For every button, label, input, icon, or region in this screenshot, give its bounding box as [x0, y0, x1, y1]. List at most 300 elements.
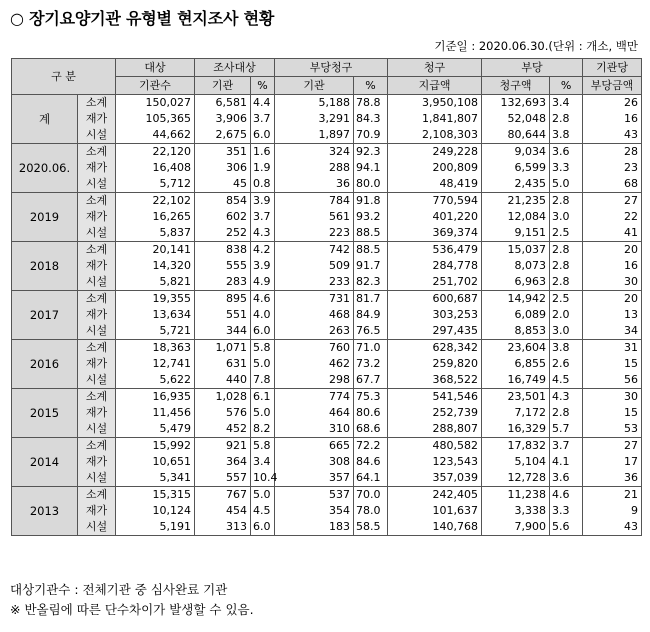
cell-unfair: 464: [275, 405, 354, 421]
row-type-label: 재가: [78, 405, 116, 421]
cell-surveyed-pct: 8.2: [251, 421, 275, 438]
header-claim-2: 지급액: [388, 77, 482, 95]
cell-surveyed: 283: [195, 274, 251, 291]
row-group-label: 2013: [12, 487, 78, 536]
cell-unfair-pct: 91.7: [354, 258, 388, 274]
cell-claim: 297,435: [388, 323, 482, 340]
cell-surveyed-pct: 10.4: [251, 470, 275, 487]
header-unfair-1: 부당청구: [275, 59, 388, 77]
cell-unfair-pct: 76.5: [354, 323, 388, 340]
cell-per-inst: 16: [583, 258, 642, 274]
cell-surveyed-pct: 5.0: [251, 356, 275, 372]
cell-unfair-amt: 9,034: [482, 144, 550, 161]
cell-per-inst: 17: [583, 454, 642, 470]
cell-per-inst: 53: [583, 421, 642, 438]
cell-surveyed: 313: [195, 519, 251, 536]
cell-unfair-pct: 67.7: [354, 372, 388, 389]
cell-surveyed-pct: 4.3: [251, 225, 275, 242]
cell-surveyed: 344: [195, 323, 251, 340]
cell-per-inst: 27: [583, 438, 642, 455]
header-surveyed-2: 기관: [195, 77, 251, 95]
table-row: [12, 372, 642, 389]
header-per-inst-2: 부당금액: [583, 77, 642, 95]
row-type-label: 재가: [78, 209, 116, 225]
cell-unfair-amt: 23,604: [482, 340, 550, 357]
header-target-1: 대상: [116, 59, 195, 77]
cell-unfair-pct: 78.0: [354, 503, 388, 519]
cell-per-inst: 15: [583, 356, 642, 372]
cell-surveyed: 3,906: [195, 111, 251, 127]
cell-unfair: 5,188: [275, 95, 354, 112]
cell-claim: 284,778: [388, 258, 482, 274]
unit-basis: 기준일 : 2020.06.30.(단위 : 개소, 백만: [434, 39, 638, 53]
cell-unfair-amt: 6,855: [482, 356, 550, 372]
cell-claim: 101,637: [388, 503, 482, 519]
cell-claim: 200,809: [388, 160, 482, 176]
table-body: [12, 95, 642, 536]
cell-surveyed: 452: [195, 421, 251, 438]
cell-claim: 2,108,303: [388, 127, 482, 144]
row-type-label: 소계: [78, 242, 116, 259]
page-title: ○ 장기요양기관 유형별 현지조사 현황: [10, 9, 275, 28]
table-row: [12, 503, 642, 519]
cell-surveyed: 767: [195, 487, 251, 504]
cell-unfair-amt-pct: 4.3: [550, 389, 583, 406]
table-row: [12, 470, 642, 487]
cell-unfair-amt-pct: 5.0: [550, 176, 583, 193]
cell-unfair-amt-pct: 5.7: [550, 421, 583, 438]
cell-per-inst: 27: [583, 193, 642, 210]
cell-unfair-amt: 132,693: [482, 95, 550, 112]
cell-surveyed: 555: [195, 258, 251, 274]
table-row: [12, 405, 642, 421]
cell-per-inst: 43: [583, 519, 642, 536]
cell-unfair-pct: 80.0: [354, 176, 388, 193]
cell-target: 13,634: [116, 307, 195, 323]
row-type-label: 소계: [78, 340, 116, 357]
row-type-label: 소계: [78, 144, 116, 161]
cell-surveyed: 2,675: [195, 127, 251, 144]
row-type-label: 시설: [78, 176, 116, 193]
table-row: [12, 95, 642, 112]
table-row: [12, 144, 642, 161]
cell-surveyed: 306: [195, 160, 251, 176]
cell-unfair: 742: [275, 242, 354, 259]
cell-claim: 357,039: [388, 470, 482, 487]
cell-target: 105,365: [116, 111, 195, 127]
cell-unfair-amt-pct: 2.8: [550, 405, 583, 421]
cell-unfair-pct: 80.6: [354, 405, 388, 421]
row-type-label: 시설: [78, 421, 116, 438]
cell-target: 16,265: [116, 209, 195, 225]
cell-surveyed-pct: 3.9: [251, 193, 275, 210]
cell-target: 5,191: [116, 519, 195, 536]
cell-claim: 252,739: [388, 405, 482, 421]
cell-claim: 288,807: [388, 421, 482, 438]
cell-unfair-amt-pct: 3.3: [550, 503, 583, 519]
row-group-label: 2014: [12, 438, 78, 487]
cell-unfair: 509: [275, 258, 354, 274]
cell-per-inst: 13: [583, 307, 642, 323]
row-type-label: 재가: [78, 307, 116, 323]
cell-unfair-amt: 6,963: [482, 274, 550, 291]
cell-unfair-amt: 11,238: [482, 487, 550, 504]
cell-unfair-pct: 88.5: [354, 225, 388, 242]
cell-surveyed-pct: 1.6: [251, 144, 275, 161]
survey-table: [11, 58, 642, 536]
cell-unfair-amt: 17,832: [482, 438, 550, 455]
cell-target: 5,721: [116, 323, 195, 340]
cell-claim: 251,702: [388, 274, 482, 291]
cell-target: 18,363: [116, 340, 195, 357]
cell-unfair-amt: 21,235: [482, 193, 550, 210]
cell-unfair-pct: 71.0: [354, 340, 388, 357]
cell-unfair: 3,291: [275, 111, 354, 127]
footnote-target: 대상기관수 : 전체기관 중 심사완료 기관: [10, 582, 228, 597]
row-group-label: 2019: [12, 193, 78, 242]
header-unfair-amt-2: 청구액: [482, 77, 550, 95]
cell-unfair-pct: 75.3: [354, 389, 388, 406]
table-row: [12, 340, 642, 357]
cell-unfair-amt-pct: 3.6: [550, 470, 583, 487]
cell-surveyed-pct: 5.0: [251, 405, 275, 421]
cell-claim: 123,543: [388, 454, 482, 470]
header-surveyed-pct: %: [251, 77, 275, 95]
table-row: [12, 176, 642, 193]
cell-unfair-amt-pct: 3.0: [550, 323, 583, 340]
cell-unfair-amt-pct: 3.7: [550, 438, 583, 455]
cell-unfair-pct: 64.1: [354, 470, 388, 487]
cell-surveyed-pct: 7.8: [251, 372, 275, 389]
cell-surveyed-pct: 6.1: [251, 389, 275, 406]
header-unfair-2: 기관: [275, 77, 354, 95]
cell-claim: 249,228: [388, 144, 482, 161]
cell-per-inst: 30: [583, 274, 642, 291]
cell-claim: 242,405: [388, 487, 482, 504]
cell-surveyed-pct: 0.8: [251, 176, 275, 193]
cell-claim: 770,594: [388, 193, 482, 210]
cell-unfair-amt-pct: 3.0: [550, 209, 583, 225]
cell-unfair-amt-pct: 2.5: [550, 225, 583, 242]
cell-unfair: 324: [275, 144, 354, 161]
cell-per-inst: 16: [583, 111, 642, 127]
cell-unfair-amt-pct: 2.8: [550, 274, 583, 291]
cell-target: 5,479: [116, 421, 195, 438]
cell-unfair-amt-pct: 5.6: [550, 519, 583, 536]
row-type-label: 시설: [78, 127, 116, 144]
cell-surveyed-pct: 4.0: [251, 307, 275, 323]
cell-unfair-pct: 70.0: [354, 487, 388, 504]
cell-target: 5,622: [116, 372, 195, 389]
cell-unfair-pct: 84.9: [354, 307, 388, 323]
cell-surveyed: 454: [195, 503, 251, 519]
cell-unfair-amt: 16,749: [482, 372, 550, 389]
cell-unfair-amt-pct: 4.5: [550, 372, 583, 389]
cell-surveyed: 440: [195, 372, 251, 389]
cell-surveyed-pct: 6.0: [251, 127, 275, 144]
cell-unfair-pct: 82.3: [354, 274, 388, 291]
cell-unfair-pct: 58.5: [354, 519, 388, 536]
table-row: [12, 291, 642, 308]
cell-unfair-amt-pct: 3.6: [550, 144, 583, 161]
cell-unfair: 665: [275, 438, 354, 455]
cell-per-inst: 23: [583, 160, 642, 176]
header-target-2: 기관수: [116, 77, 195, 95]
table-row: [12, 225, 642, 242]
cell-unfair-amt: 23,501: [482, 389, 550, 406]
cell-unfair-amt-pct: 2.5: [550, 291, 583, 308]
cell-unfair-amt: 6,599: [482, 160, 550, 176]
cell-unfair-pct: 72.2: [354, 438, 388, 455]
cell-claim: 259,820: [388, 356, 482, 372]
row-type-label: 소계: [78, 95, 116, 112]
cell-per-inst: 26: [583, 95, 642, 112]
cell-unfair-pct: 84.3: [354, 111, 388, 127]
cell-unfair: 298: [275, 372, 354, 389]
cell-unfair-amt-pct: 4.6: [550, 487, 583, 504]
table-row: [12, 454, 642, 470]
cell-surveyed-pct: 4.6: [251, 291, 275, 308]
cell-unfair-pct: 68.6: [354, 421, 388, 438]
cell-per-inst: 68: [583, 176, 642, 193]
cell-surveyed-pct: 6.0: [251, 519, 275, 536]
cell-target: 15,315: [116, 487, 195, 504]
cell-unfair-amt-pct: 3.8: [550, 127, 583, 144]
cell-per-inst: 20: [583, 242, 642, 259]
cell-unfair-amt: 16,329: [482, 421, 550, 438]
table-row: [12, 193, 642, 210]
cell-surveyed-pct: 4.9: [251, 274, 275, 291]
cell-unfair: 308: [275, 454, 354, 470]
cell-target: 11,456: [116, 405, 195, 421]
header-unfair-amt-1: 부당: [482, 59, 583, 77]
row-type-label: 소계: [78, 438, 116, 455]
cell-claim: 369,374: [388, 225, 482, 242]
row-type-label: 재가: [78, 503, 116, 519]
cell-surveyed: 921: [195, 438, 251, 455]
cell-per-inst: 22: [583, 209, 642, 225]
cell-unfair: 468: [275, 307, 354, 323]
table-row: [12, 356, 642, 372]
footnote-rounding: ※ 반올림에 따른 단수차이가 발생할 수 있음.: [10, 602, 254, 617]
cell-claim: 140,768: [388, 519, 482, 536]
cell-unfair-amt-pct: 2.8: [550, 258, 583, 274]
cell-surveyed-pct: 4.4: [251, 95, 275, 112]
cell-target: 19,355: [116, 291, 195, 308]
cell-unfair-amt: 12,728: [482, 470, 550, 487]
row-type-label: 소계: [78, 291, 116, 308]
cell-target: 5,341: [116, 470, 195, 487]
cell-surveyed: 364: [195, 454, 251, 470]
cell-per-inst: 34: [583, 323, 642, 340]
cell-unfair: 36: [275, 176, 354, 193]
cell-unfair-amt: 14,942: [482, 291, 550, 308]
cell-per-inst: 41: [583, 225, 642, 242]
table-row: [12, 323, 642, 340]
cell-claim: 600,687: [388, 291, 482, 308]
cell-claim: 401,220: [388, 209, 482, 225]
table-row: [12, 258, 642, 274]
cell-target: 16,408: [116, 160, 195, 176]
cell-surveyed: 45: [195, 176, 251, 193]
table-row: [12, 242, 642, 259]
cell-unfair: 561: [275, 209, 354, 225]
cell-per-inst: 28: [583, 144, 642, 161]
row-type-label: 시설: [78, 470, 116, 487]
table-row: [12, 111, 642, 127]
cell-claim: 536,479: [388, 242, 482, 259]
cell-target: 16,935: [116, 389, 195, 406]
cell-unfair-amt: 6,089: [482, 307, 550, 323]
cell-target: 150,027: [116, 95, 195, 112]
cell-unfair-amt-pct: 2.8: [550, 111, 583, 127]
header-claim-1: 청구: [388, 59, 482, 77]
header-unfair-amt-pct: %: [550, 77, 583, 95]
cell-unfair: 223: [275, 225, 354, 242]
cell-per-inst: 30: [583, 389, 642, 406]
table-row: [12, 209, 642, 225]
cell-surveyed: 6,581: [195, 95, 251, 112]
cell-unfair-pct: 70.9: [354, 127, 388, 144]
cell-target: 22,120: [116, 144, 195, 161]
cell-unfair-amt-pct: 3.3: [550, 160, 583, 176]
cell-unfair-amt: 3,338: [482, 503, 550, 519]
cell-claim: 1,841,807: [388, 111, 482, 127]
cell-per-inst: 20: [583, 291, 642, 308]
cell-claim: 48,419: [388, 176, 482, 193]
cell-surveyed-pct: 3.4: [251, 454, 275, 470]
cell-per-inst: 15: [583, 405, 642, 421]
cell-unfair-amt: 5,104: [482, 454, 550, 470]
cell-unfair: 263: [275, 323, 354, 340]
row-type-label: 시설: [78, 225, 116, 242]
table-row: [12, 519, 642, 536]
cell-unfair-pct: 78.8: [354, 95, 388, 112]
row-type-label: 시설: [78, 274, 116, 291]
cell-unfair: 1,897: [275, 127, 354, 144]
table-row: [12, 421, 642, 438]
cell-unfair-amt: 15,037: [482, 242, 550, 259]
cell-claim: 368,522: [388, 372, 482, 389]
table-row: [12, 438, 642, 455]
cell-unfair-amt: 8,853: [482, 323, 550, 340]
cell-surveyed-pct: 5.8: [251, 438, 275, 455]
cell-unfair-amt: 7,900: [482, 519, 550, 536]
row-type-label: 소계: [78, 193, 116, 210]
cell-unfair: 731: [275, 291, 354, 308]
cell-surveyed-pct: 4.2: [251, 242, 275, 259]
cell-per-inst: 43: [583, 127, 642, 144]
row-group-label: 2018: [12, 242, 78, 291]
table-row: [12, 487, 642, 504]
cell-surveyed-pct: 3.9: [251, 258, 275, 274]
table-row: [12, 274, 642, 291]
row-type-label: 재가: [78, 258, 116, 274]
cell-unfair: 183: [275, 519, 354, 536]
cell-unfair: 354: [275, 503, 354, 519]
cell-unfair-pct: 81.7: [354, 291, 388, 308]
cell-target: 12,741: [116, 356, 195, 372]
row-group-label: 2015: [12, 389, 78, 438]
cell-surveyed: 1,071: [195, 340, 251, 357]
cell-target: 20,141: [116, 242, 195, 259]
row-type-label: 재가: [78, 454, 116, 470]
cell-surveyed: 1,028: [195, 389, 251, 406]
cell-target: 5,821: [116, 274, 195, 291]
table-row: [12, 307, 642, 323]
cell-unfair: 310: [275, 421, 354, 438]
cell-per-inst: 31: [583, 340, 642, 357]
cell-per-inst: 56: [583, 372, 642, 389]
cell-unfair-pct: 91.8: [354, 193, 388, 210]
cell-unfair: 462: [275, 356, 354, 372]
cell-target: 5,712: [116, 176, 195, 193]
cell-unfair-pct: 88.5: [354, 242, 388, 259]
cell-unfair: 357: [275, 470, 354, 487]
table-row: [12, 389, 642, 406]
row-type-label: 재가: [78, 160, 116, 176]
cell-surveyed: 551: [195, 307, 251, 323]
cell-surveyed: 838: [195, 242, 251, 259]
cell-unfair-amt-pct: 2.8: [550, 193, 583, 210]
cell-surveyed-pct: 3.7: [251, 111, 275, 127]
header-group: 구 분: [12, 59, 116, 95]
footnotes: [10, 580, 254, 620]
cell-unfair-amt-pct: 3.4: [550, 95, 583, 112]
cell-unfair-pct: 92.3: [354, 144, 388, 161]
cell-unfair-amt: 80,644: [482, 127, 550, 144]
row-type-label: 시설: [78, 372, 116, 389]
cell-unfair-pct: 93.2: [354, 209, 388, 225]
cell-unfair: 774: [275, 389, 354, 406]
cell-target: 10,651: [116, 454, 195, 470]
cell-surveyed: 557: [195, 470, 251, 487]
cell-claim: 3,950,108: [388, 95, 482, 112]
row-type-label: 재가: [78, 111, 116, 127]
cell-unfair-amt: 7,172: [482, 405, 550, 421]
cell-unfair-amt: 2,435: [482, 176, 550, 193]
cell-unfair-amt: 12,084: [482, 209, 550, 225]
cell-surveyed: 351: [195, 144, 251, 161]
cell-unfair-amt-pct: 2.0: [550, 307, 583, 323]
cell-target: 10,124: [116, 503, 195, 519]
row-type-label: 시설: [78, 519, 116, 536]
cell-unfair-amt: 9,151: [482, 225, 550, 242]
table-header: [12, 59, 642, 95]
cell-claim: 480,582: [388, 438, 482, 455]
cell-surveyed: 895: [195, 291, 251, 308]
cell-per-inst: 21: [583, 487, 642, 504]
cell-unfair-pct: 73.2: [354, 356, 388, 372]
cell-unfair: 784: [275, 193, 354, 210]
table-row: [12, 127, 642, 144]
header-per-inst-1: 기관당: [583, 59, 642, 77]
header-unfair-pct: %: [354, 77, 388, 95]
header-surveyed-1: 조사대상: [195, 59, 275, 77]
row-group-label: 계: [12, 95, 78, 144]
cell-unfair-pct: 84.6: [354, 454, 388, 470]
cell-surveyed-pct: 6.0: [251, 323, 275, 340]
row-type-label: 소계: [78, 389, 116, 406]
cell-unfair-amt-pct: 2.6: [550, 356, 583, 372]
cell-surveyed-pct: 5.0: [251, 487, 275, 504]
cell-surveyed: 631: [195, 356, 251, 372]
cell-claim: 628,342: [388, 340, 482, 357]
cell-unfair-pct: 94.1: [354, 160, 388, 176]
cell-surveyed: 252: [195, 225, 251, 242]
row-group-label: 2017: [12, 291, 78, 340]
cell-unfair: 760: [275, 340, 354, 357]
